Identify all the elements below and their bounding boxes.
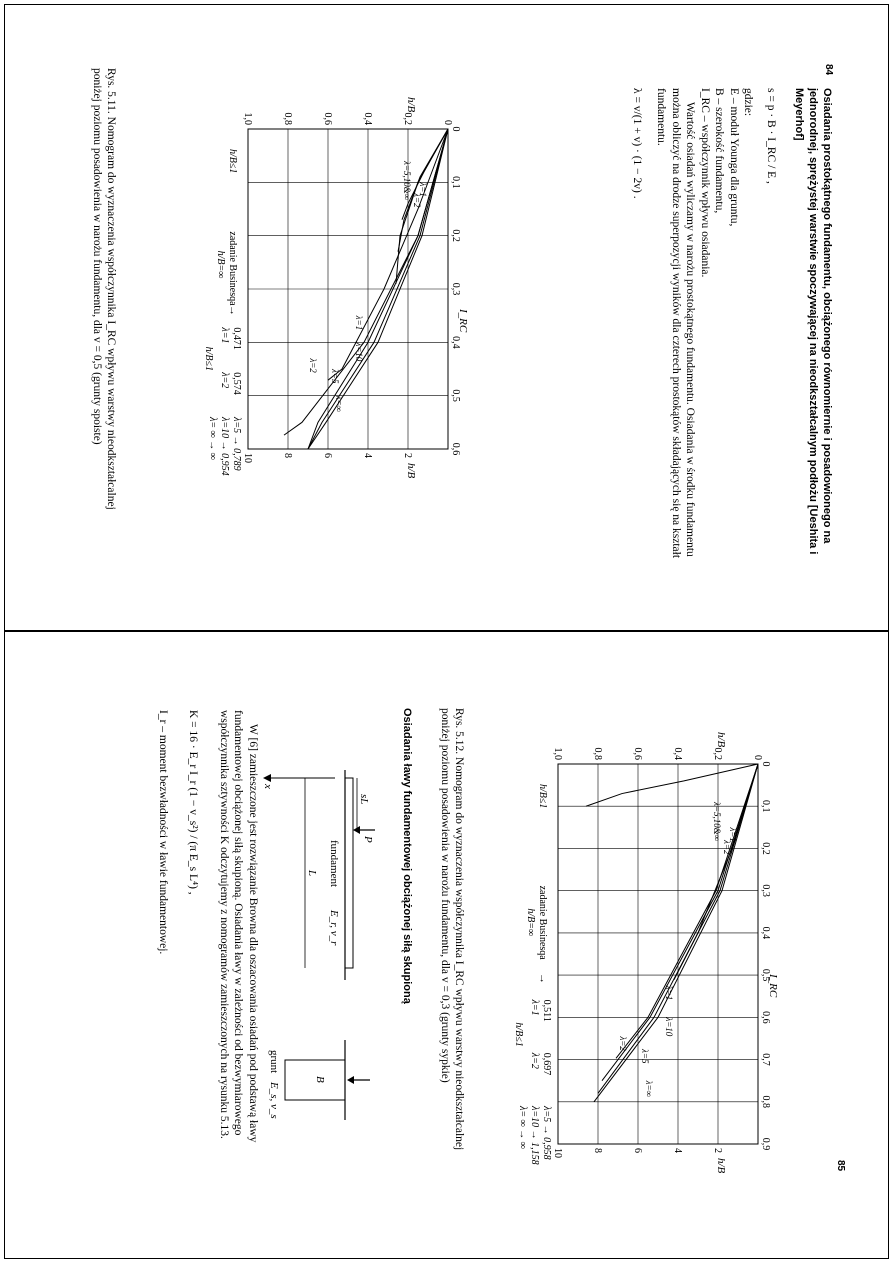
x-tick-label: 0,3 [760, 884, 771, 897]
annot-arrow: → [227, 305, 239, 316]
curve-label: λ=10 [354, 342, 364, 362]
series-line [586, 764, 758, 806]
series-line [284, 129, 448, 435]
x-axis-label: I_RC [457, 309, 469, 333]
curve-label: λ=∞ [644, 1080, 654, 1098]
annot-hb-left: h/B≤1 [227, 149, 238, 174]
def-B: B – szerokość fundamentu, [713, 88, 726, 214]
nomogram-5-12 [480, 730, 780, 1190]
y-right-tick-label: 6 [632, 1148, 643, 1153]
x-tick-label: 0,5 [760, 968, 771, 982]
strip-footing-figure [260, 760, 375, 1140]
y-right-axis-label: h/B [405, 463, 417, 479]
annot-r1: λ=5 → 0,789 [231, 417, 242, 471]
y-right-axis-label: h/B [715, 1158, 727, 1174]
x-tick-label: 0,2 [450, 229, 461, 242]
label-P: P [362, 836, 374, 843]
curve-label: λ=10 [664, 1017, 674, 1037]
annot-businesq: zadanie Businesqa [227, 231, 238, 306]
y-left-tick-label: 0,8 [592, 747, 603, 760]
annot-hb-brace: h/B≤1 [513, 1022, 524, 1047]
series-line [616, 764, 758, 1058]
curve-label: λ=1 [354, 315, 364, 331]
annot-r3: λ= ∞ → ∞ [517, 1106, 528, 1149]
x-axis-label: I_RC [767, 974, 779, 998]
where-label: gdzie: [742, 88, 755, 117]
x-tick-label: 0,4 [450, 336, 461, 349]
curve-label: λ=5 [330, 369, 340, 384]
label-fundament: fundament [328, 840, 340, 888]
label-x: x [262, 784, 274, 789]
page-number: 84 [823, 64, 834, 76]
curve-label: λ=2 [722, 840, 732, 855]
series-line [396, 129, 448, 284]
curve-label: λ=2 [618, 1036, 628, 1051]
formula-lambda: λ = v/(1 + v) · (1 − 2v) . [631, 88, 643, 199]
y-left-tick-label: 0,2 [712, 747, 723, 760]
curve-label: λ=5 [640, 1049, 650, 1064]
curve-label: λ=1 [418, 182, 428, 197]
y-right-tick-label: 6 [322, 453, 333, 458]
curve-label: λ=1 [664, 985, 674, 1001]
annot-businesq-hb: h/B=∞ [215, 250, 226, 279]
formula-s: s = p · B · I_RC / E , [765, 88, 777, 184]
y-left-tick-label: 0,8 [282, 112, 293, 125]
annot-v1: 0,471 [231, 327, 242, 350]
annot-r3: λ= ∞ → ∞ [207, 417, 218, 460]
y-left-tick-label: 0,6 [322, 112, 333, 125]
x-tick-label: 0,4 [760, 926, 771, 940]
y-right-tick-label: 4 [362, 453, 373, 458]
annot-l1: λ=1 [529, 999, 540, 1016]
annot-v2: 0,697 [541, 1052, 552, 1076]
series-line [674, 764, 758, 980]
annot-r2: λ=10 → 1,158 [529, 1106, 540, 1165]
y-left-tick-label: 0 [442, 120, 453, 125]
paragraph: W [6] zamieszczone jest rozwiązanie Browna dla oszacowania osiadań pod podstawą ławy fundamentowej obciążonej siłą skupioną. Osiadania ławy w zależności od bezwymiarowego współczynnika sztywności K odczytujemy z nomogramów zamieszczonych na rysunku 5.13. [218, 710, 259, 1143]
section-heading: Osiadania prostokątnego fundamentu, obciążonego równomiernie i posadowionego na jednorodnej, sprężystej warstwie spoczywającej na nieodkształcalnym podłożu [Ueshita i Meyerhof] [793, 88, 833, 555]
y-right-tick-label: 4 [672, 1148, 683, 1153]
x-tick-label: 0,8 [760, 1095, 771, 1109]
y-left-tick-label: 0,4 [672, 747, 683, 760]
x-tick-label: 0 [760, 761, 771, 767]
plot-frame [558, 764, 758, 1144]
page-85-text [156, 710, 261, 1180]
x-tick-label: 0,6 [450, 442, 461, 456]
figure-caption: Rys. 5.12. Nomogram do wyznaczenia współczynnika I_RC wpływu warstwy nieodkształcalnej poniżej poziomu posadowienia w narożu fundamentu, dla v = 0,3 (grunty sypkie) [439, 708, 465, 1151]
y-right-tick-label: 10 [552, 1148, 563, 1158]
y-left-axis-label: h/B [715, 732, 727, 748]
x-arrowhead [263, 774, 271, 782]
y-right-tick-label: 2 [402, 453, 413, 458]
label-B: B [314, 1076, 326, 1083]
annot-businesq-hb: h/B=∞ [525, 908, 536, 937]
annot-l1: λ=1 [219, 327, 230, 344]
y-left-tick-label: 0,4 [362, 112, 373, 125]
formula-K: K = 16 · E_r I_r (1 − v_s²) / (π E_s L⁴) , [187, 710, 200, 895]
annot-l2: λ=2 [219, 372, 230, 389]
def-IRC: I_RC – współczynnik wpływu osiadania. [699, 88, 711, 278]
curve-label: λ=2 [308, 358, 318, 373]
annot-arrow: → [537, 973, 549, 984]
page-84-text [630, 88, 835, 578]
y-right-tick-label: 8 [592, 1148, 603, 1153]
annot-r2: λ=10 → 0,954 [219, 417, 230, 476]
x-tick-label: 0,9 [760, 1137, 771, 1151]
def-E: E – moduł Younga dla gruntu, [728, 88, 740, 227]
curve-label: λ=2 [412, 193, 422, 208]
y-left-tick-label: 0,6 [632, 747, 643, 760]
curve-label: λ=5,10&∞ [712, 802, 722, 842]
page-number: 85 [835, 1160, 846, 1172]
x-tick-label: 0,2 [760, 842, 771, 855]
annot-hb-left: h/B≤1 [537, 784, 548, 809]
y-right-tick-label: 8 [282, 453, 293, 458]
annot-r1: λ=5 → 0,958 [541, 1106, 552, 1160]
x-tick-label: 0,6 [760, 1011, 771, 1024]
y-left-tick-label: 0,2 [402, 112, 413, 125]
x-tick-label: 0,3 [450, 282, 461, 296]
y-right-tick-label: 2 [712, 1148, 723, 1153]
label-L: L [306, 870, 318, 877]
label-sL: sL [358, 794, 370, 805]
annot-v1: 0,511 [541, 999, 552, 1022]
nomogram-5-11 [170, 95, 470, 495]
curve-label: λ=∞ [334, 395, 344, 413]
label-ErVr: E_r, v_r [328, 910, 340, 946]
x-tick-label: 0,7 [760, 1053, 771, 1066]
x-tick-label: 0,5 [450, 389, 461, 402]
y-right-tick-label: 10 [242, 453, 253, 463]
footing-beam [345, 778, 353, 968]
x-tick-label: 0,1 [450, 176, 461, 189]
x-tick-label: 0,1 [760, 799, 771, 813]
section-subheading: Osiadania ławy fundamentowej obciążonej siłą skupioną [401, 708, 413, 1004]
figure-caption: Rys. 5.11. Nomogram do wyznaczenia współczynnika I_RC wpływu warstwy nieodkształcalnej poniżej poziomu posadowienia w narożu fundamentu, dla v = 0,5 (grunty spoiste) [91, 68, 117, 510]
load-arrowhead [353, 826, 360, 834]
label-EsVs: E_s, v_s [268, 1082, 280, 1119]
paragraph: Wartość osiadań wyliczamy w narożu prostokątnego fundamentu. Osiadania w środku fundamentu można obliczyć na drodze superpozycji wyników dla czterech prostokątów składających się na kształt fundamentu. [655, 88, 697, 559]
label-grunt: grunt [268, 1050, 280, 1074]
series-line [602, 764, 758, 1081]
annot-l2: λ=2 [529, 1052, 540, 1069]
y-left-axis-label: h/B [405, 97, 417, 113]
annot-hb-brace: h/B≤1 [203, 346, 214, 371]
def-Ir: I_r – moment bezwładności w ławie fundamentowej. [157, 710, 169, 955]
annot-v2: 0,574 [231, 372, 242, 395]
curve-label: λ=5,10&∞ [402, 161, 412, 201]
y-left-tick-label: 1,0 [242, 112, 253, 125]
y-left-tick-label: 1,0 [552, 747, 563, 760]
annot-businesq: zadanie Businesqa [537, 885, 548, 960]
y-left-tick-label: 0 [752, 755, 763, 760]
x-tick-label: 0 [450, 126, 461, 132]
section-arrowhead [347, 1076, 354, 1084]
curve-label: λ=1 [728, 827, 738, 842]
